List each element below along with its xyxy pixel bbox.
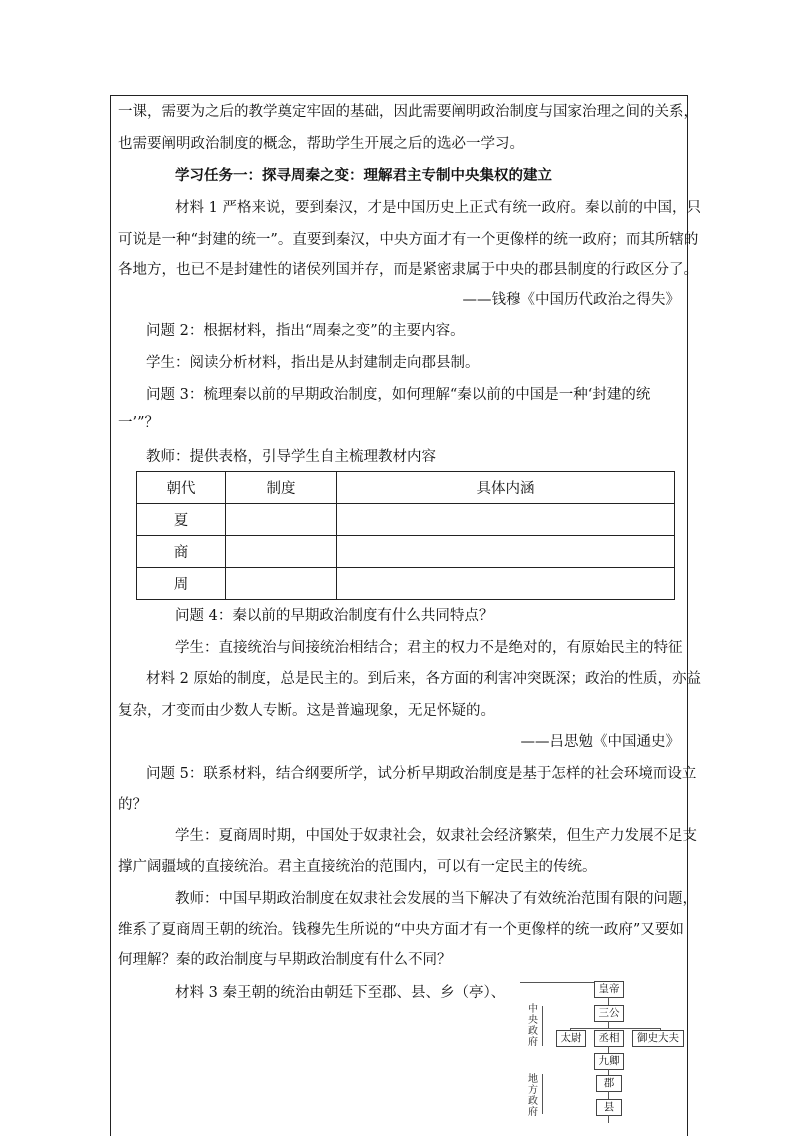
connector-line <box>570 1028 660 1029</box>
chancellor-box: 丞相 <box>594 1030 624 1047</box>
table-cell <box>226 504 337 536</box>
table-cell: 周 <box>137 568 226 600</box>
bracket-line <box>520 982 594 983</box>
connector-line <box>608 1046 609 1053</box>
material-1-line: 各地方，也已不是封建性的诸侯列国并存，而是紧密隶属于中央的郡县制度的行政区分了。 <box>118 262 698 278</box>
material-3-line: 材料 3 秦王朝的统治由朝廷下至郡、县、乡（亭）、 <box>175 985 506 1001</box>
student-answer-cont: 撑广阔疆域的直接统治。君主直接统治的范围内，可以有一定民主的传统。 <box>118 859 597 875</box>
local-government-label: 地方政府 <box>528 1074 538 1118</box>
paragraph-line: 也需要阐明政治制度的概念，帮助学生开展之后的选必一学习。 <box>118 136 524 152</box>
table-cell: 商 <box>137 536 226 568</box>
table-cell <box>337 536 675 568</box>
question-3-cont: 一’”？ <box>118 415 160 431</box>
student-answer: 学生：夏商周时期，中国处于奴隶社会，奴隶社会经济繁荣，但生产力发展不足支 <box>175 828 697 844</box>
connector-line <box>608 1115 609 1123</box>
material-1-line: 材料 1 严格来说，要到秦汉，才是中国历史上正式有统一政府。秦以前的中国，只 <box>175 200 701 216</box>
emperor-box: 皇帝 <box>594 981 624 998</box>
table-header: 具体内涵 <box>337 472 675 504</box>
connector-line <box>608 1021 609 1028</box>
teacher-note: 教师：中国早期政治制度在奴隶社会发展的当下解决了有效统治范围有限的问题， <box>175 891 697 907</box>
taiwei-box: 太尉 <box>556 1030 586 1047</box>
table-cell: 夏 <box>137 504 226 536</box>
bracket-line <box>542 1074 543 1114</box>
censor-box: 御史大夫 <box>632 1030 684 1047</box>
three-lords-box: 三公 <box>594 1005 624 1022</box>
question-5-cont: 的？ <box>118 797 147 813</box>
question-3: 问题 3：梳理秦以前的早期政治制度，如何理解“秦以前的中国是一种‘封建的统 <box>146 387 651 403</box>
table-cell <box>226 568 337 600</box>
connector-line <box>608 1091 609 1099</box>
central-government-label: 中央政府 <box>528 1004 538 1048</box>
citation: ——钱穆《中国历代政治之得失》 <box>462 292 680 308</box>
teacher-note-cont: 何理解？秦的政治制度与早期政治制度有什么不同？ <box>118 952 452 968</box>
material-2-line: 复杂，才变而由少数人专断。这是普遍现象，无足怀疑的。 <box>118 703 495 719</box>
table-header: 朝代 <box>137 472 226 504</box>
table-header: 制度 <box>226 472 337 504</box>
citation: ——吕思勉《中国通史》 <box>520 734 680 750</box>
bracket-line <box>542 1006 543 1046</box>
material-2-line: 材料 2 原始的制度，总是民主的。到后来，各方面的利害冲突既深；政治的性质，亦益 <box>146 671 701 687</box>
table-cell <box>337 568 675 600</box>
student-answer: 学生：阅读分析材料，指出是从封建制走向郡县制。 <box>146 355 480 371</box>
county-box: 县 <box>596 1099 622 1116</box>
qin-government-chart <box>520 976 686 1126</box>
task-heading: 学习任务一：探寻周秦之变：理解君主专制中央集权的建立 <box>175 167 552 184</box>
question-4: 问题 4：秦以前的早期政治制度有什么共同特点？ <box>175 608 494 624</box>
teacher-note-cont: 维系了夏商周王朝的统治。钱穆先生所说的“中央方面才有一个更像样的统一政府”又要如 <box>118 922 684 938</box>
table-row <box>137 536 675 568</box>
table-header-row <box>137 472 675 504</box>
nine-ministers-box: 九卿 <box>594 1053 624 1070</box>
commandery-box: 郡 <box>596 1075 622 1092</box>
connector-line <box>608 997 609 1005</box>
table-cell <box>337 504 675 536</box>
teacher-note: 教师：提供表格，引导学生自主梳理教材内容 <box>146 449 436 465</box>
student-answer: 学生：直接统治与间接统治相结合；君主的权力不是绝对的，有原始民主的特征 <box>175 640 683 656</box>
table-row <box>137 504 675 536</box>
dynasty-table <box>136 471 675 600</box>
table-row <box>137 568 675 600</box>
table-cell <box>226 536 337 568</box>
paragraph-line: 一课，需要为之后的教学奠定牢固的基础，因此需要阐明政治制度与国家治理之间的关系， <box>118 104 698 120</box>
question-5: 问题 5：联系材料，结合纲要所学，试分析早期政治制度是基于怎样的社会环境而设立 <box>146 766 697 782</box>
material-1-line: 可说是一种“封建的统一”。直要到秦汉，中央方面才有一个更像样的统一政府；而其所辖的 <box>118 232 699 248</box>
question-2: 问题 2：根据材料，指出“周秦之变”的主要内容。 <box>146 323 465 339</box>
